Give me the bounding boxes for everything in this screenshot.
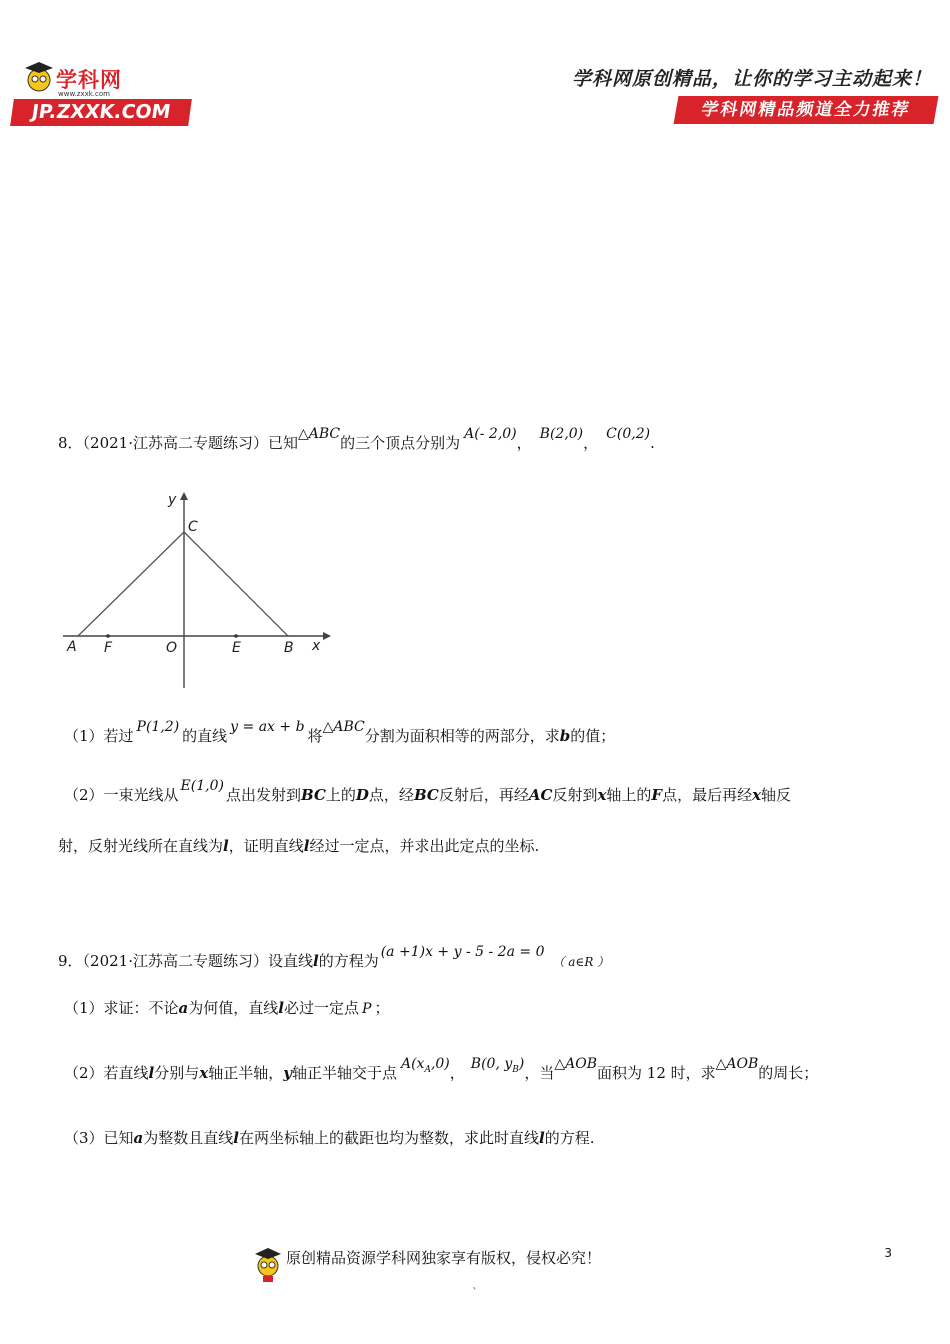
q8-p2-var: l (303, 837, 310, 855)
q9-var: l (313, 952, 319, 970)
q9-p2-point-a-text: ,0) (430, 1056, 450, 1072)
mascot-icon (254, 1244, 284, 1284)
q8-p2-var: F (651, 786, 663, 804)
q9-p3-var: a (133, 1129, 144, 1147)
q9-p2-text: 分别与 (154, 1064, 200, 1082)
q9-p3-var: l (233, 1129, 239, 1147)
q8-p2-var: x (597, 786, 607, 804)
x-axis-arrow (323, 632, 331, 640)
q9-p2-text: 面积为 12 时，求 (597, 1064, 716, 1082)
q9-number: 9． (58, 952, 83, 970)
side-ac (78, 532, 184, 636)
q9-p1-var: l (278, 999, 284, 1017)
q9-p2-var: y (283, 1064, 292, 1082)
q8-p2-text: 轴上的 (606, 786, 652, 804)
q9-p2-text: 轴正半轴， (208, 1064, 284, 1082)
q8-p2-var: D (355, 786, 369, 804)
logo-text: 学科网 (56, 68, 122, 92)
q9-p2-point-b (470, 1056, 525, 1075)
q9-p1-text: ； (374, 999, 390, 1017)
q8-p2-text: 点出发射到 (225, 786, 301, 804)
q8-point-c: C(0,2) (606, 426, 651, 442)
q9-title (58, 944, 610, 971)
q8-number: 8． (58, 434, 83, 452)
q9-p3-text: （3）已知 (64, 1129, 134, 1147)
q9-p1-text: 为何值，直线 (188, 999, 279, 1017)
q8-p1-text: 将 (307, 727, 323, 745)
label-b: B (284, 640, 294, 656)
q9-p2-var: x (199, 1064, 209, 1082)
q8-p2-text: 反射后，再经 (438, 786, 529, 804)
q8-p2-point-e: E(1,0) (180, 778, 224, 794)
q8-p2-text: 轴反 (761, 786, 792, 804)
q8-mid: 的三个顶点分别为 (340, 434, 461, 452)
q9-p1-text: （1）求证：不论 (64, 999, 179, 1017)
label-f: F (104, 640, 113, 656)
q9-part2: （2）若直线l分别与x轴正半轴，y轴正半轴交于点 $A(x_A,0)$， B(0, $y_B$)，当△AOB面积为 12 时，求△AOB的周长； (64, 1056, 819, 1082)
q9-p2-point-a-text: A(x (400, 1056, 425, 1072)
q9-part1 (64, 997, 389, 1018)
q9-p2-triangle: △AOB (554, 1056, 598, 1072)
footer-copyright: 原创精品资源学科网独家享有版权，侵权必究！ (286, 1249, 602, 1267)
triangle-figure (58, 488, 338, 698)
q8-triangle: △ABC (298, 426, 341, 442)
point-e-dot (234, 634, 238, 638)
q8-point-a: A(- 2,0) (464, 426, 517, 442)
q8-p1-text: 的直线 (182, 727, 228, 745)
label-c: C (188, 519, 198, 535)
q9-p2-point-b-text: B(0, y (470, 1056, 513, 1072)
logo-url-bar: JP.ZXXK.COM (10, 99, 192, 126)
q9-condition: （ a∈R ） (552, 955, 610, 969)
q8-p2-text: 上的 (325, 786, 356, 804)
q9-p1-var: a (178, 999, 189, 1017)
q9-p2-text: 的周长； (758, 1064, 819, 1082)
q9-equation: (a +1)x + y - 5 - 2a = 0 (380, 944, 545, 960)
q9-p1-point: P (362, 1001, 372, 1017)
q9-p2-point-b-sub: B (512, 1064, 519, 1075)
label-x: x (312, 638, 321, 654)
q8-p2-var: BC (413, 786, 439, 804)
q8-end: . (650, 434, 655, 452)
q9-p2-text: 轴正半轴交于点 (291, 1064, 397, 1082)
q9-part3 (64, 1127, 595, 1148)
q8-p1-equation: y = ax + b (230, 719, 305, 735)
q9-p3-var: l (539, 1129, 545, 1147)
q8-comma: ， (516, 434, 532, 452)
q8-p2-var: AC (528, 786, 553, 804)
q9-p2-var: l (148, 1064, 155, 1082)
q9-p2-point-a-sub: A (424, 1064, 431, 1075)
q8-part1 (64, 719, 616, 746)
y-axis-arrow (180, 492, 188, 500)
q8-p1-text: 的值； (570, 727, 616, 745)
q8-p2-text: 射，反射光线所在直线为 (58, 837, 224, 855)
q8-p2-text: 经过一定点，并求出此定点的坐标. (309, 837, 540, 855)
q9-mid: 的方程为 (318, 952, 379, 970)
label-e: E (232, 640, 241, 656)
q8-source: （2021·江苏高二专题练习）已知 (82, 434, 298, 452)
q8-p2-var: x (752, 786, 762, 804)
q9-p2-point-a (400, 1056, 450, 1075)
q9-p3-text: 为整数且直线 (143, 1129, 234, 1147)
q9-p2-text: ，当 (524, 1064, 555, 1082)
q8-p1-point: P(1,2) (136, 719, 180, 735)
q8-p1-text: （1）若过 (64, 727, 134, 745)
mascot-icon (22, 60, 56, 94)
q8-p1-triangle: △ABC (322, 719, 365, 735)
q8-p2-text: ，证明直线 (228, 837, 304, 855)
q9-p3-text: 的方程. (544, 1129, 595, 1147)
q9-p3-text: 在两坐标轴上的截距也均为整数，求此时直线 (239, 1129, 540, 1147)
header-slogan: 学科网原创精品，让你的学习主动起来！ (571, 68, 932, 90)
footer-tick: ` (472, 1286, 478, 1300)
q9-source: （2021·江苏高二专题练习）设直线 (82, 952, 313, 970)
q8-title (58, 426, 655, 453)
q9-p1-text: 必过一定点 (284, 999, 360, 1017)
logo-www: www.zxxk.com (58, 90, 110, 98)
q8-part2 (64, 778, 792, 805)
q8-p2-text: 点，最后再经 (662, 786, 753, 804)
q9-p2-point-b-text: ) (518, 1056, 525, 1072)
q8-p2-text: （2）一束光线从 (64, 786, 179, 804)
q9-p2-text: （2）若直线 (64, 1064, 149, 1082)
q8-p2-var: l (223, 837, 229, 855)
q8-part2-line2 (58, 835, 539, 856)
q8-p2-text: 反射到 (552, 786, 598, 804)
q8-p2-var: BC (300, 786, 326, 804)
point-f-dot (106, 634, 110, 638)
q8-comma: ， (583, 434, 599, 452)
q8-point-b: B(2,0) (539, 426, 584, 442)
label-o: O (166, 640, 178, 656)
q8-p1-var: b (559, 727, 571, 745)
q8-p1-text: 分割为面积相等的两部分，求 (364, 727, 560, 745)
label-y: y (168, 492, 177, 508)
header-promo-banner: 学科网精品频道全力推荐 (674, 96, 939, 124)
page-number: 3 (884, 1246, 892, 1260)
q9-p2-triangle: △AOB (715, 1056, 759, 1072)
label-a: A (67, 639, 77, 655)
q8-p2-text: 点，经 (368, 786, 414, 804)
side-bc (184, 532, 288, 636)
